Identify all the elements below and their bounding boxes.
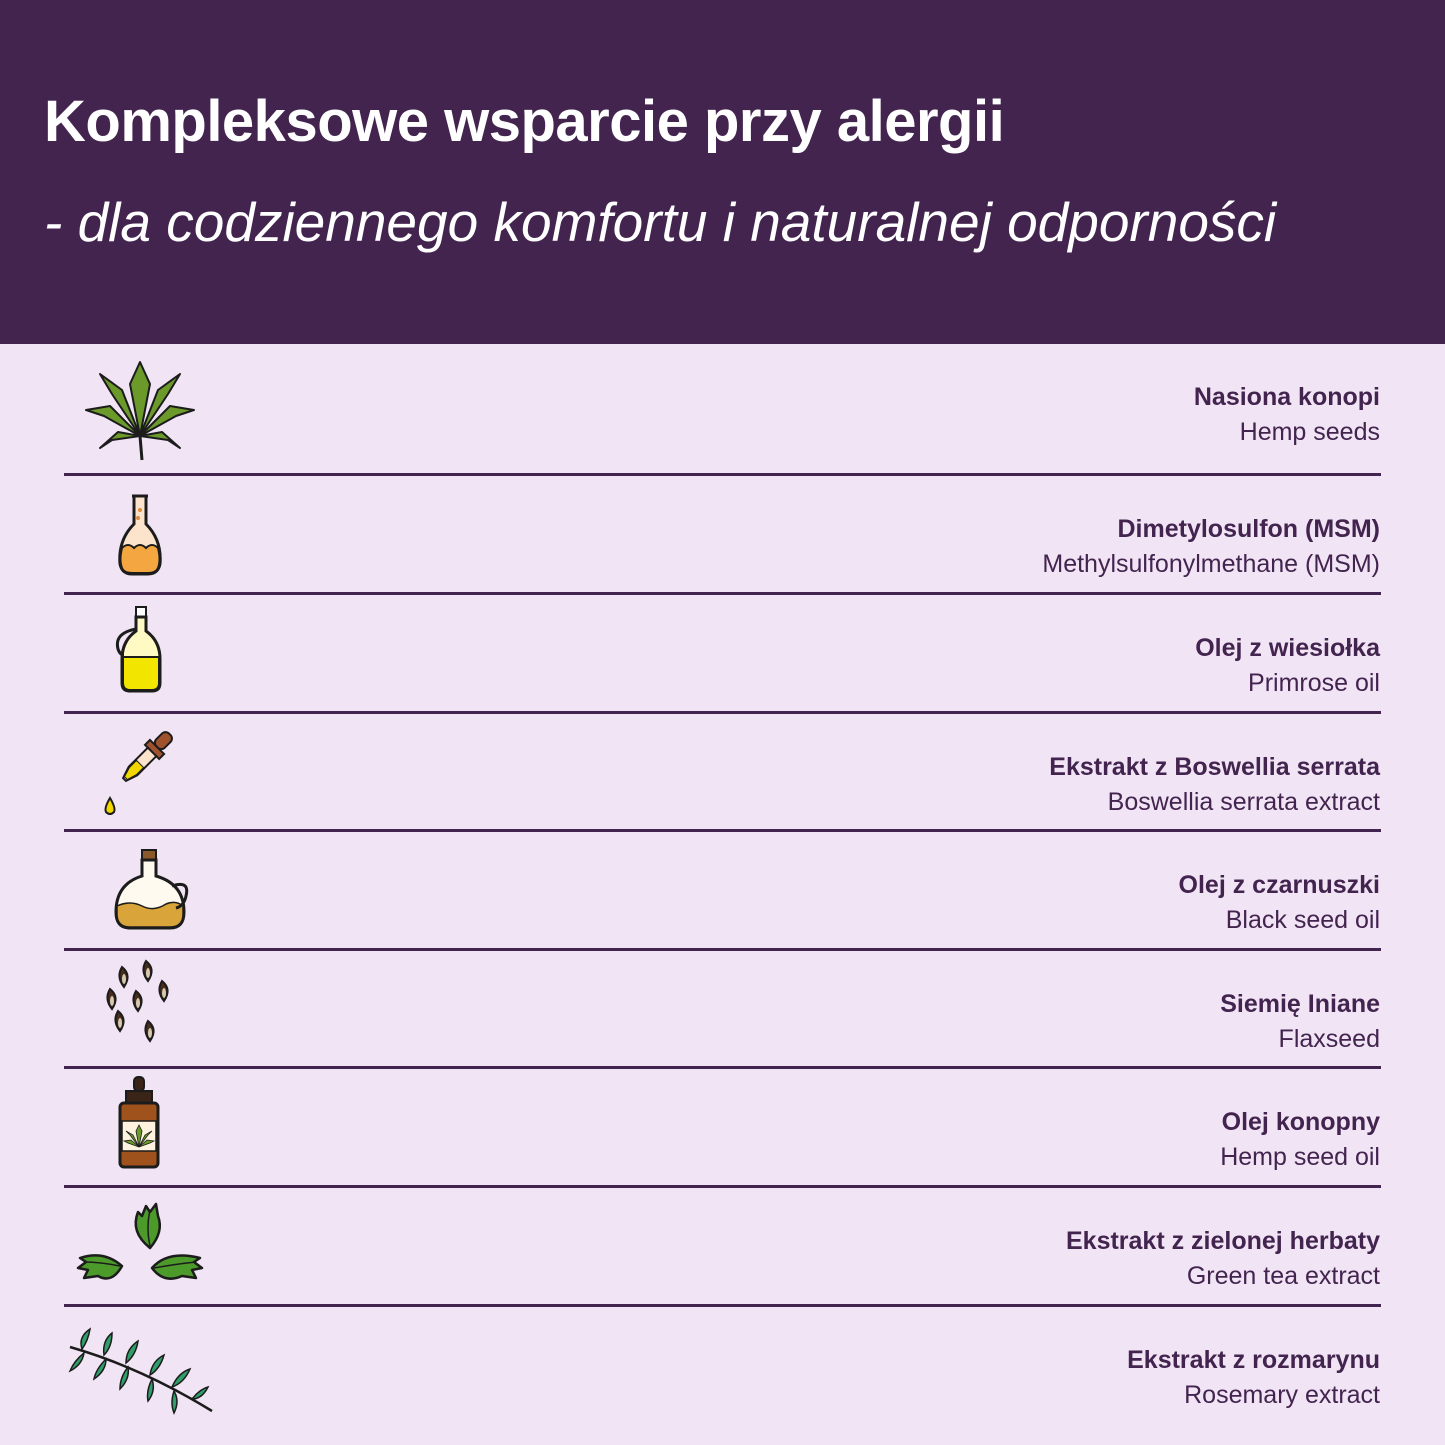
list-item: [0, 476, 1445, 594]
ingredient-name-en: Methylsulfonylmethane (MSM): [1042, 550, 1380, 578]
ingredient-name: Ekstrakt z Boswellia serrata: [1049, 753, 1380, 781]
ingredient-name-en: Rosemary extract: [1184, 1381, 1380, 1409]
list-item: [0, 344, 1445, 462]
list-item: [0, 714, 1445, 832]
ingredient-name: Siemię Iniane: [1220, 990, 1380, 1018]
ingredient-name: Ekstrakt z zielonej herbaty: [1065, 1227, 1380, 1255]
list-item: [0, 951, 1445, 1069]
dropper-icon: [60, 714, 220, 832]
page-title: Kompleksowe wsparcie przy alergii: [44, 89, 1005, 154]
dropper-bottle-icon: [60, 1069, 220, 1187]
tea-leaves-icon: [60, 1188, 220, 1306]
ingredient-name: Ekstrakt z rozmarynu: [1127, 1346, 1380, 1374]
ingredient-name: Olej z czarnuszki: [1178, 871, 1380, 899]
ingredient-name-en: Black seed oil: [1225, 906, 1380, 934]
page-subtitle: - dla codziennego komfortu i naturalnej odporności: [44, 191, 1277, 253]
ingredient-name-en: Boswellia serrata extract: [1107, 788, 1380, 816]
ingredient-name: Olej konopny: [1221, 1108, 1380, 1136]
oil-jug-icon: [60, 832, 220, 950]
list-item: [0, 832, 1445, 950]
ingredient-name-en: Hemp seed oil: [1220, 1143, 1380, 1171]
list-item: [0, 1069, 1445, 1187]
rosemary-icon: [60, 1307, 220, 1425]
flask-icon: [60, 476, 220, 594]
oil-bottle-icon: [60, 595, 220, 713]
ingredient-name: Olej z wiesiołka: [1195, 634, 1380, 662]
ingredient-name: Dimetylosulfon (MSM): [1117, 515, 1380, 543]
list-item: [0, 1188, 1445, 1306]
hemp-leaf-icon: [60, 344, 220, 462]
ingredient-name-en: Flaxseed: [1278, 1025, 1380, 1053]
ingredient-name-en: Hemp seeds: [1239, 418, 1380, 446]
list-item: [0, 1307, 1445, 1425]
header-banner: [0, 0, 1445, 344]
list-item: [0, 595, 1445, 713]
seeds-icon: [60, 951, 220, 1069]
ingredient-name-en: Green tea extract: [1186, 1262, 1380, 1290]
ingredient-name: Nasiona konopi: [1193, 383, 1380, 411]
ingredient-name-en: Primrose oil: [1248, 669, 1380, 697]
